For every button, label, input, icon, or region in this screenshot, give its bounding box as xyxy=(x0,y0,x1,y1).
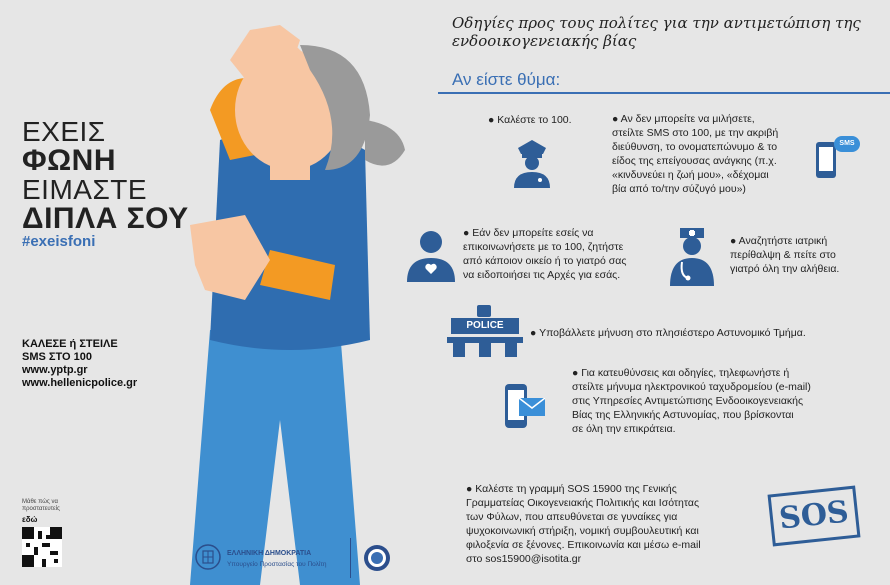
instruction-police-report: ● Υποβάλλετε μήνυση στο πλησιέστερο Αστυνομικό Τμήμα. xyxy=(530,327,806,339)
person-heart-icon xyxy=(403,228,459,282)
instruction-line: φιλοξενία σε ξένονες. Επικοινωνία και μέσω e-mail xyxy=(466,539,701,551)
instruction-line: ● Εάν δεν μπορείτε εσείς να xyxy=(463,227,594,239)
police-badge-icon xyxy=(363,544,391,572)
victim-header: Αν είστε θύμα: xyxy=(452,70,561,89)
slogan-line-3: ΕΙΜΑΣΤΕ xyxy=(22,174,148,205)
hashtag: #exeisfoni xyxy=(22,233,96,250)
instruction-line: των Φύλων, που απευθύνεται σε γυναίκες για xyxy=(466,511,678,523)
instruction-line: βία από το/την σύζυγό μου») xyxy=(612,183,746,195)
police-sign-label: POLICE xyxy=(451,318,519,334)
contact-info xyxy=(22,338,137,390)
woman-illustration xyxy=(150,0,470,585)
contact-link[interactable]: www.hellenicpolice.gr xyxy=(22,377,138,389)
slogan xyxy=(22,118,189,234)
footer-divider xyxy=(350,538,351,578)
instruction-email xyxy=(572,366,811,436)
qr-link-text: εδώ xyxy=(22,515,38,524)
qr-code[interactable] xyxy=(22,527,62,567)
instruction-line: στείλτε SMS στο 100, με την ακριβή xyxy=(612,127,779,139)
contact-line: ΚΑΛΕΣΕ ή ΣΤΕΙΛΕ xyxy=(22,338,118,350)
slogan-line-2: ΦΩΝΗ xyxy=(22,144,117,177)
sms-bubble-label: SMS xyxy=(834,136,860,152)
instruction-line: ● Αναζητήστε ιατρική xyxy=(730,235,828,247)
instruction-sos xyxy=(466,482,701,566)
instruction-line: ● Για κατευθύνσεις και οδηγίες, τηλεφωνήστε ή xyxy=(572,367,790,379)
slogan-line-4: ΔΙΠΛΑ ΣΟΥ xyxy=(22,202,189,235)
slogan-line-1: ΕΧΕΙΣ xyxy=(22,116,106,147)
contact-line: SMS ΣΤΟ 100 xyxy=(22,351,92,363)
instruction-line: ● Καλέστε τη γραμμή SOS 15900 της Γενικής xyxy=(466,483,677,495)
instruction-line: επικοινωνήσετε με το 100, ζητήστε xyxy=(463,241,624,253)
greek-emblem-icon xyxy=(195,544,221,570)
instruction-relative xyxy=(463,226,626,282)
instruction-line: είδος της επείγουσας ανάγκης (π.χ. xyxy=(612,155,777,167)
instruction-medical xyxy=(730,234,839,276)
instruction-line: να ειδοποιήσει τις Αρχές για εσάς. xyxy=(463,269,621,281)
ministry-name: Υπουργείο Προστασίας του Πολίτη xyxy=(227,561,327,568)
instruction-line: περίθαλψη & πείτε στο xyxy=(730,249,836,261)
header-underline xyxy=(438,92,890,94)
instruction-line: ψυχοκοινωνική στήριξη, νομική συμβουλευτική και xyxy=(466,525,699,537)
instruction-line: διεύθυνση, το ονοματεπώνυμο & το xyxy=(612,141,778,153)
page-title: Οδηγίες προς τους πολίτες για την αντιμετώπιση της ενδοοικογενειακής βίας xyxy=(452,14,861,50)
police-officer-icon xyxy=(510,136,554,188)
instruction-line: ● Αν δεν μπορείτε να μιλήσετε, xyxy=(612,113,755,125)
instruction-sms xyxy=(612,112,778,196)
instruction-line: στείλτε μήνυμα ηλεκτρονικού ταχυδρομείου (e-mail) xyxy=(572,381,811,393)
police-station-icon xyxy=(447,305,525,357)
instruction-line: Γραμματείας Οικογενειακής Πολιτικής και Ισότητας xyxy=(466,497,699,509)
instruction-line: σε όλη την επικράτεια. xyxy=(572,423,676,435)
gov-name: ΕΛΛΗΝΙΚΗ ΔΗΜΟΚΡΑΤΙΑ xyxy=(227,550,312,557)
phone-email-icon xyxy=(505,384,547,430)
contact-link[interactable]: www.yptp.gr xyxy=(22,364,88,376)
instruction-line: «κινδυνεύει η ζωή μου», «δέχομαι xyxy=(612,169,769,181)
instruction-line[interactable]: στο sos15900@isotita.gr xyxy=(466,553,582,565)
footer-logos xyxy=(195,538,425,580)
doctor-icon xyxy=(666,226,718,286)
instruction-line: από κάποιον οικείο ή το γιατρό σας xyxy=(463,255,627,267)
instruction-line: Βίας της Ελληνικής Αστυνομίας, που βρίσκονται xyxy=(572,409,794,421)
instruction-call-100: ● Καλέστε το 100. xyxy=(488,114,572,126)
sos-stamp-icon: SOS xyxy=(768,486,861,547)
instruction-line: γιατρό όλη την αλήθεια. xyxy=(730,263,840,275)
envelope-icon xyxy=(519,398,545,416)
sms-phone-icon xyxy=(816,136,862,184)
qr-label: Μάθε πώς να προστατευτείς xyxy=(22,499,60,512)
instruction-line: στις Υπηρεσίες Αντιμετώπισης Ενδοοικογενειακής xyxy=(572,395,804,407)
